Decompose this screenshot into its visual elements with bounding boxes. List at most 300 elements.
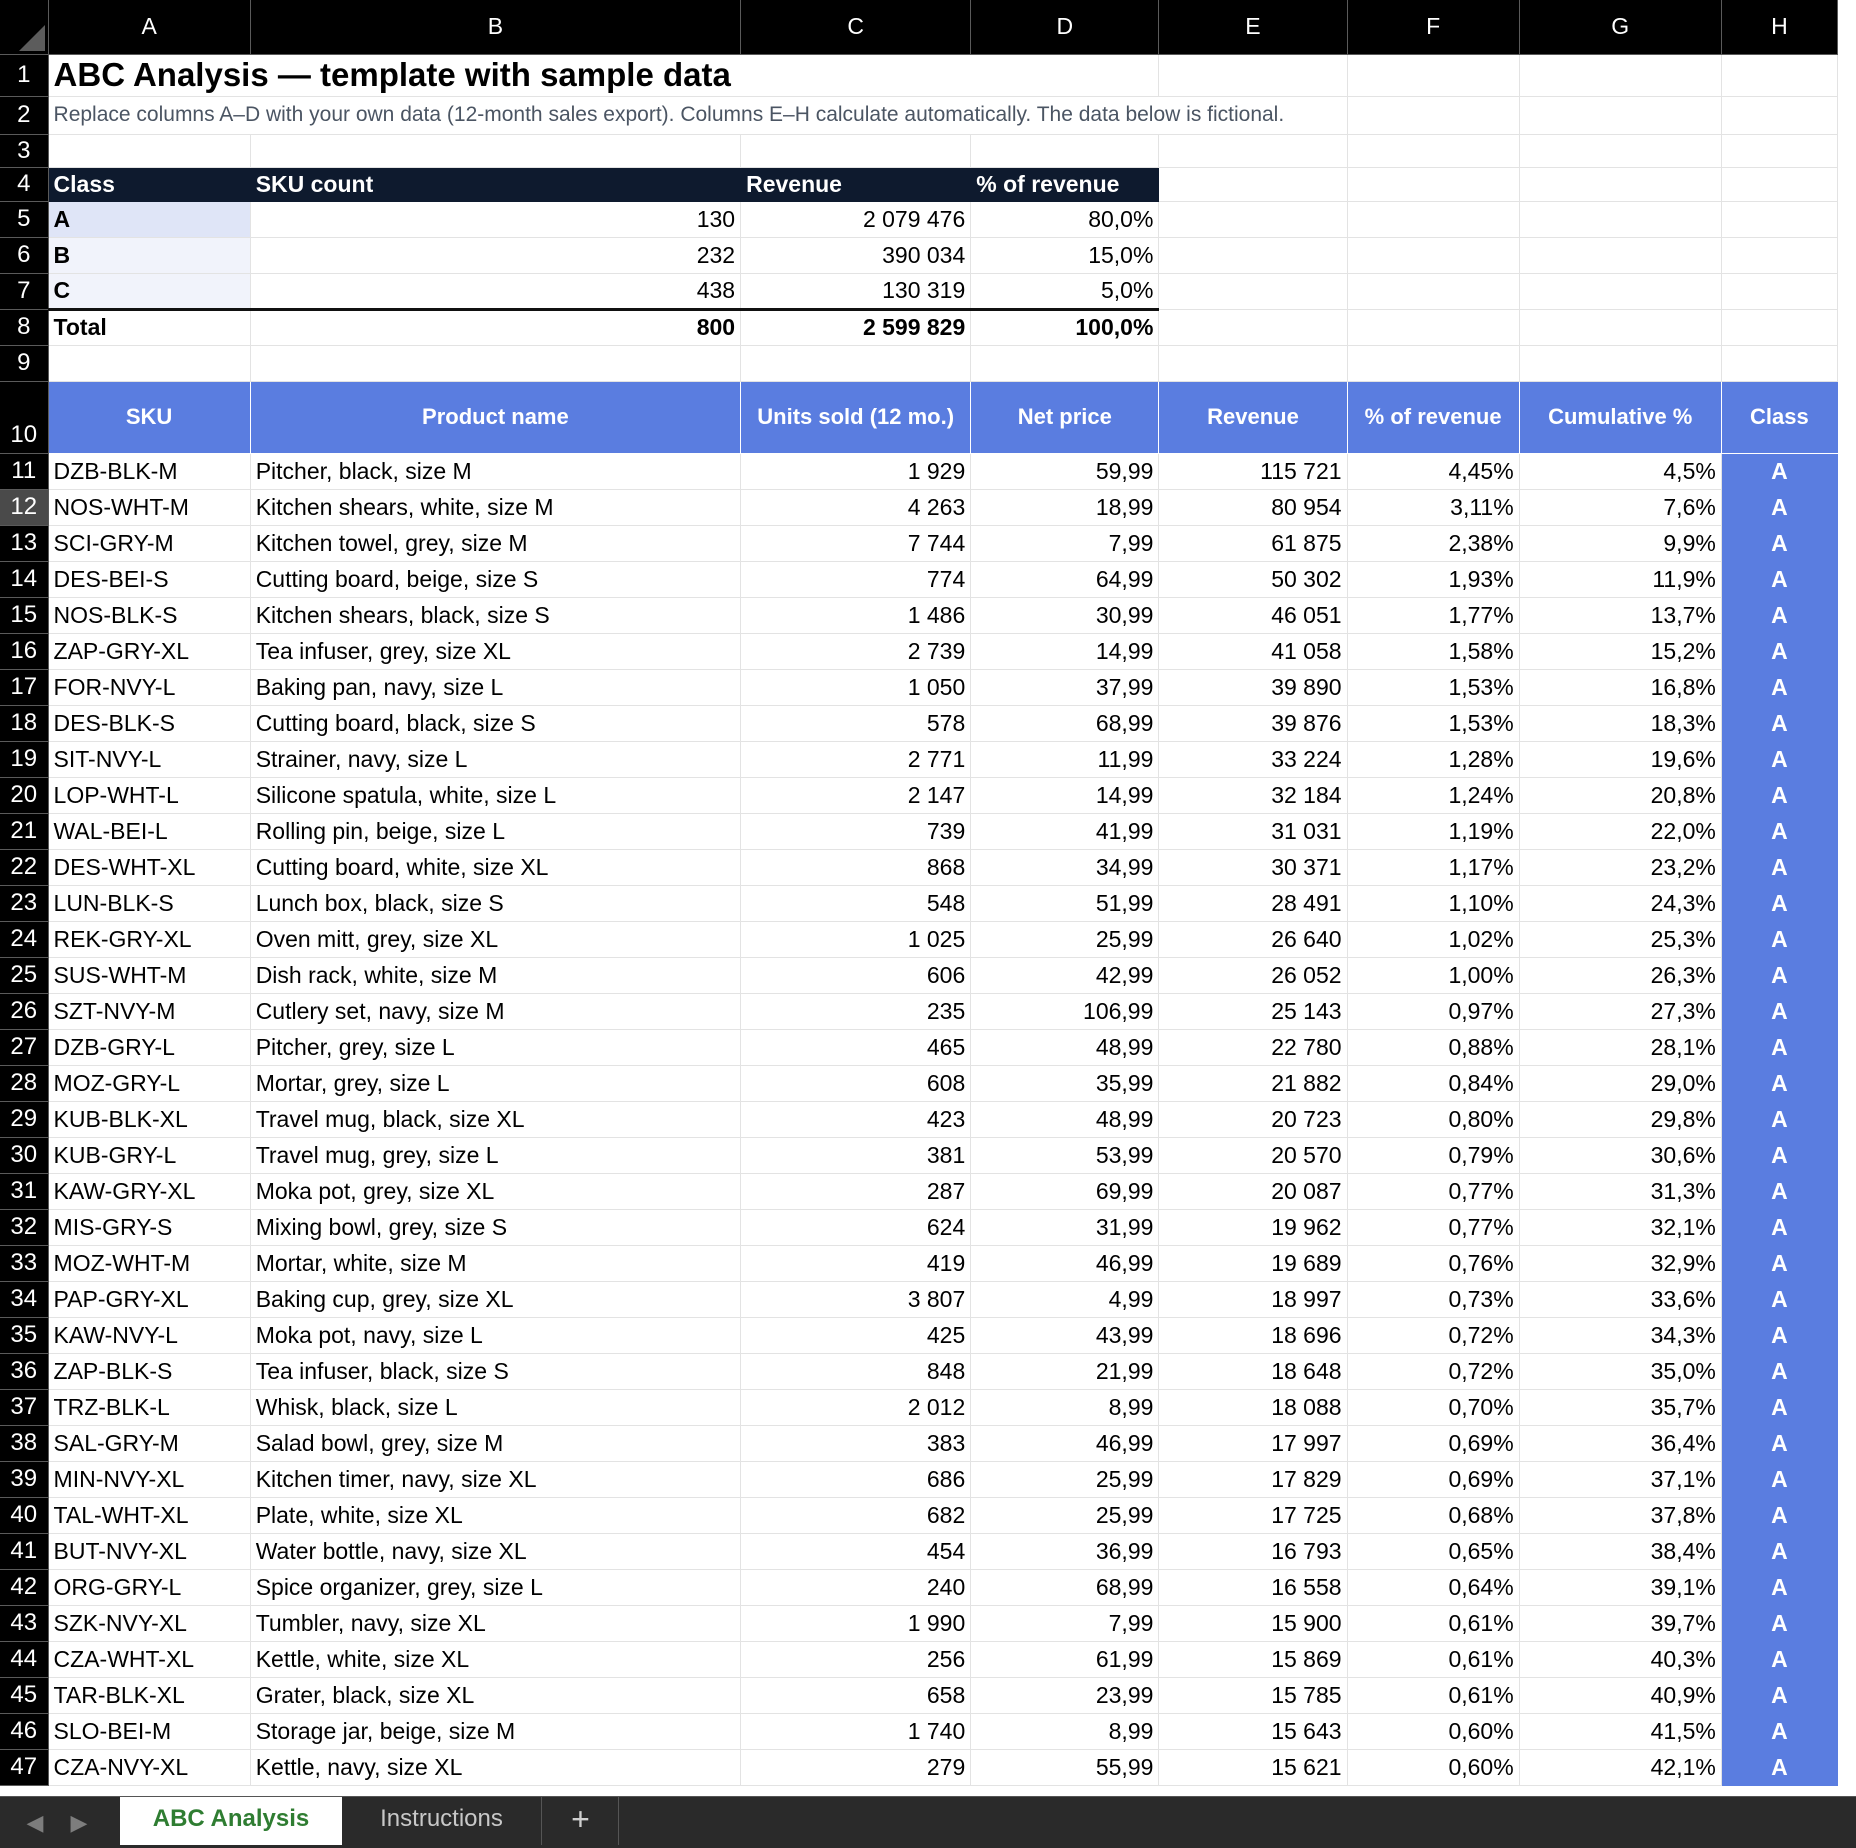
cell-product-name[interactable]: Salad bowl, grey, size M (250, 1425, 740, 1461)
cell[interactable] (1519, 54, 1721, 96)
cell[interactable] (1519, 167, 1721, 201)
cell-product-name[interactable]: Kitchen timer, navy, size XL (250, 1461, 740, 1497)
cell-class[interactable]: A (1721, 1425, 1837, 1461)
cell-revenue[interactable]: 28 491 (1159, 885, 1347, 921)
cell-sku[interactable]: NOS-WHT-M (48, 489, 250, 525)
cell-revenue[interactable]: 115 721 (1159, 453, 1347, 489)
row-header[interactable]: 43 (0, 1605, 48, 1641)
cell-revenue[interactable]: 18 648 (1159, 1353, 1347, 1389)
cell-cumulative-pct[interactable]: 15,2% (1519, 633, 1721, 669)
summary-pct-a[interactable]: 80,0% (971, 201, 1159, 237)
cell-net-price[interactable]: 61,99 (971, 1641, 1159, 1677)
cell-class[interactable]: A (1721, 597, 1837, 633)
cell-product-name[interactable]: Kettle, white, size XL (250, 1641, 740, 1677)
cell[interactable] (1519, 345, 1721, 381)
row-header[interactable]: 38 (0, 1425, 48, 1461)
row-header[interactable]: 34 (0, 1281, 48, 1317)
cell-units-sold[interactable]: 624 (741, 1209, 971, 1245)
cell-revenue[interactable]: 19 689 (1159, 1245, 1347, 1281)
cell-revenue[interactable]: 22 780 (1159, 1029, 1347, 1065)
cell-class[interactable]: A (1721, 1713, 1837, 1749)
cell-revenue[interactable]: 17 997 (1159, 1425, 1347, 1461)
cell-sku[interactable]: PAP-GRY-XL (48, 1281, 250, 1317)
cell[interactable] (741, 134, 971, 167)
cell-cumulative-pct[interactable]: 4,5% (1519, 453, 1721, 489)
cell[interactable] (1347, 273, 1519, 309)
cell-revenue[interactable]: 16 558 (1159, 1569, 1347, 1605)
cell-units-sold[interactable]: 425 (741, 1317, 971, 1353)
cell-pct-revenue[interactable]: 0,70% (1347, 1389, 1519, 1425)
cell-sku[interactable]: KAW-NVY-L (48, 1317, 250, 1353)
row-header[interactable]: 11 (0, 453, 48, 489)
cell-net-price[interactable]: 25,99 (971, 1461, 1159, 1497)
cell-cumulative-pct[interactable]: 11,9% (1519, 561, 1721, 597)
cell-net-price[interactable]: 8,99 (971, 1713, 1159, 1749)
table-header-net-price[interactable]: Net price (971, 381, 1159, 453)
cell-pct-revenue[interactable]: 0,64% (1347, 1569, 1519, 1605)
cell-revenue[interactable]: 21 882 (1159, 1065, 1347, 1101)
tab-instructions[interactable]: Instructions (342, 1797, 542, 1845)
cell-pct-revenue[interactable]: 0,73% (1347, 1281, 1519, 1317)
cell-revenue[interactable]: 33 224 (1159, 741, 1347, 777)
add-sheet-button[interactable]: + (543, 1797, 619, 1845)
cell[interactable] (1347, 345, 1519, 381)
cell-units-sold[interactable]: 578 (741, 705, 971, 741)
cell[interactable] (1721, 201, 1837, 237)
cell-class[interactable]: A (1721, 777, 1837, 813)
cell-cumulative-pct[interactable]: 9,9% (1519, 525, 1721, 561)
cell-units-sold[interactable]: 548 (741, 885, 971, 921)
cell-class[interactable]: A (1721, 1281, 1837, 1317)
row-header[interactable]: 18 (0, 705, 48, 741)
cell-product-name[interactable]: Strainer, navy, size L (250, 741, 740, 777)
cell[interactable] (1347, 309, 1519, 345)
cell-pct-revenue[interactable]: 0,97% (1347, 993, 1519, 1029)
cell-cumulative-pct[interactable]: 18,3% (1519, 705, 1721, 741)
cell-net-price[interactable]: 64,99 (971, 561, 1159, 597)
cell-net-price[interactable]: 48,99 (971, 1029, 1159, 1065)
cell-cumulative-pct[interactable]: 29,0% (1519, 1065, 1721, 1101)
cell-product-name[interactable]: Cutting board, beige, size S (250, 561, 740, 597)
cell-pct-revenue[interactable]: 0,79% (1347, 1137, 1519, 1173)
cell-revenue[interactable]: 18 696 (1159, 1317, 1347, 1353)
cell-net-price[interactable]: 25,99 (971, 1497, 1159, 1533)
cell-sku[interactable]: KUB-GRY-L (48, 1137, 250, 1173)
cell-pct-revenue[interactable]: 1,93% (1347, 561, 1519, 597)
column-header-h[interactable]: H (1721, 0, 1837, 54)
cell-net-price[interactable]: 68,99 (971, 1569, 1159, 1605)
cell-sku[interactable]: DZB-GRY-L (48, 1029, 250, 1065)
summary-total-label[interactable]: Total (48, 309, 250, 345)
cell-units-sold[interactable]: 848 (741, 1353, 971, 1389)
cell-class[interactable]: A (1721, 957, 1837, 993)
summary-pct-b[interactable]: 15,0% (971, 237, 1159, 273)
cell-units-sold[interactable]: 383 (741, 1425, 971, 1461)
cell-revenue[interactable]: 31 031 (1159, 813, 1347, 849)
cell-revenue[interactable]: 17 725 (1159, 1497, 1347, 1533)
cell-class[interactable]: A (1721, 453, 1837, 489)
cell-product-name[interactable]: Grater, black, size XL (250, 1677, 740, 1713)
row-header[interactable]: 44 (0, 1641, 48, 1677)
cell-pct-revenue[interactable]: 0,60% (1347, 1749, 1519, 1785)
table-header-sku[interactable]: SKU (48, 381, 250, 453)
row-header[interactable]: 16 (0, 633, 48, 669)
cell-units-sold[interactable]: 1 990 (741, 1605, 971, 1641)
cell-sku[interactable]: TRZ-BLK-L (48, 1389, 250, 1425)
cell[interactable] (741, 345, 971, 381)
cell-net-price[interactable]: 14,99 (971, 633, 1159, 669)
cell[interactable] (1347, 96, 1519, 134)
cell-net-price[interactable]: 51,99 (971, 885, 1159, 921)
cell[interactable] (1159, 273, 1347, 309)
cell-pct-revenue[interactable]: 1,10% (1347, 885, 1519, 921)
cell-units-sold[interactable]: 739 (741, 813, 971, 849)
cell[interactable] (1721, 345, 1837, 381)
summary-count-a[interactable]: 130 (250, 201, 740, 237)
cell-net-price[interactable]: 48,99 (971, 1101, 1159, 1137)
cell-net-price[interactable]: 4,99 (971, 1281, 1159, 1317)
cell-pct-revenue[interactable]: 0,77% (1347, 1209, 1519, 1245)
cell-revenue[interactable]: 15 785 (1159, 1677, 1347, 1713)
cell-class[interactable]: A (1721, 561, 1837, 597)
cell-product-name[interactable]: Storage jar, beige, size M (250, 1713, 740, 1749)
cell-sku[interactable]: LOP-WHT-L (48, 777, 250, 813)
cell[interactable] (1721, 167, 1837, 201)
cell[interactable] (1159, 201, 1347, 237)
cell-product-name[interactable]: Lunch box, black, size S (250, 885, 740, 921)
cell[interactable] (1159, 134, 1347, 167)
cell-units-sold[interactable]: 2 147 (741, 777, 971, 813)
cell-class[interactable]: A (1721, 1497, 1837, 1533)
summary-class-a[interactable]: A (48, 201, 250, 237)
cell-sku[interactable]: SZT-NVY-M (48, 993, 250, 1029)
cell-units-sold[interactable]: 419 (741, 1245, 971, 1281)
cell-revenue[interactable]: 15 643 (1159, 1713, 1347, 1749)
cell-sku[interactable]: SCI-GRY-M (48, 525, 250, 561)
cell-class[interactable]: A (1721, 1065, 1837, 1101)
cell-pct-revenue[interactable]: 1,58% (1347, 633, 1519, 669)
cell-product-name[interactable]: Spice organizer, grey, size L (250, 1569, 740, 1605)
row-header[interactable]: 20 (0, 777, 48, 813)
cell-net-price[interactable]: 14,99 (971, 777, 1159, 813)
cell-class[interactable]: A (1721, 885, 1837, 921)
cell-sku[interactable]: WAL-BEI-L (48, 813, 250, 849)
cell[interactable] (1159, 54, 1347, 96)
cell-units-sold[interactable]: 1 050 (741, 669, 971, 705)
cell-pct-revenue[interactable]: 0,76% (1347, 1245, 1519, 1281)
cell-net-price[interactable]: 35,99 (971, 1065, 1159, 1101)
cell-product-name[interactable]: Mixing bowl, grey, size S (250, 1209, 740, 1245)
cell-product-name[interactable]: Mortar, grey, size L (250, 1065, 740, 1101)
cell-net-price[interactable]: 55,99 (971, 1749, 1159, 1785)
cell[interactable] (1347, 237, 1519, 273)
cell-net-price[interactable]: 23,99 (971, 1677, 1159, 1713)
row-header[interactable]: 15 (0, 597, 48, 633)
cell[interactable] (48, 134, 250, 167)
row-header[interactable]: 29 (0, 1101, 48, 1137)
summary-class-c[interactable]: C (48, 273, 250, 309)
cell-pct-revenue[interactable]: 0,68% (1347, 1497, 1519, 1533)
cell-pct-revenue[interactable]: 0,77% (1347, 1173, 1519, 1209)
cell-class[interactable]: A (1721, 1137, 1837, 1173)
cell-class[interactable]: A (1721, 849, 1837, 885)
cell-revenue[interactable]: 41 058 (1159, 633, 1347, 669)
row-header[interactable]: 47 (0, 1749, 48, 1785)
cell-revenue[interactable]: 18 997 (1159, 1281, 1347, 1317)
select-all-corner[interactable] (0, 0, 48, 54)
cell-product-name[interactable]: Water bottle, navy, size XL (250, 1533, 740, 1569)
cell-revenue[interactable]: 19 962 (1159, 1209, 1347, 1245)
cell[interactable] (1347, 167, 1519, 201)
cell-class[interactable]: A (1721, 1677, 1837, 1713)
cell-sku[interactable]: CZA-NVY-XL (48, 1749, 250, 1785)
row-header[interactable]: 17 (0, 669, 48, 705)
chevron-left-icon[interactable]: ◀ (26, 1810, 44, 1835)
cell-sku[interactable]: BUT-NVY-XL (48, 1533, 250, 1569)
cell-product-name[interactable]: Kitchen towel, grey, size M (250, 525, 740, 561)
row-header[interactable]: 24 (0, 921, 48, 957)
cell-product-name[interactable]: Baking cup, grey, size XL (250, 1281, 740, 1317)
sheet-subtitle[interactable]: Replace columns A–D with your own data (12-month sales export). Columns E–H calculate automatically. The data below is fictional. (48, 96, 1347, 134)
cell-units-sold[interactable]: 256 (741, 1641, 971, 1677)
cell-sku[interactable]: DES-BEI-S (48, 561, 250, 597)
cell-cumulative-pct[interactable]: 37,1% (1519, 1461, 1721, 1497)
cell[interactable] (250, 345, 740, 381)
cell-sku[interactable]: SUS-WHT-M (48, 957, 250, 993)
cell-sku[interactable]: MOZ-WHT-M (48, 1245, 250, 1281)
cell-net-price[interactable]: 68,99 (971, 705, 1159, 741)
summary-header-revenue[interactable]: Revenue (741, 167, 971, 201)
cell-sku[interactable]: CZA-WHT-XL (48, 1641, 250, 1677)
cell-cumulative-pct[interactable]: 29,8% (1519, 1101, 1721, 1137)
column-header-c[interactable]: C (741, 0, 971, 54)
cell[interactable] (48, 345, 250, 381)
cell-cumulative-pct[interactable]: 39,7% (1519, 1605, 1721, 1641)
cell-sku[interactable]: MIN-NVY-XL (48, 1461, 250, 1497)
cell[interactable] (1347, 201, 1519, 237)
cell-cumulative-pct[interactable]: 19,6% (1519, 741, 1721, 777)
cell-units-sold[interactable]: 608 (741, 1065, 971, 1101)
cell[interactable] (1519, 134, 1721, 167)
cell-units-sold[interactable]: 658 (741, 1677, 971, 1713)
cell-sku[interactable]: SZK-NVY-XL (48, 1605, 250, 1641)
cell-class[interactable]: A (1721, 1389, 1837, 1425)
cell-pct-revenue[interactable]: 0,80% (1347, 1101, 1519, 1137)
cell-class[interactable]: A (1721, 1641, 1837, 1677)
row-header[interactable]: 10 (0, 381, 48, 453)
cell-pct-revenue[interactable]: 0,61% (1347, 1677, 1519, 1713)
summary-header-sku-count[interactable]: SKU count (250, 167, 740, 201)
cell-class[interactable]: A (1721, 1101, 1837, 1137)
cell-revenue[interactable]: 20 723 (1159, 1101, 1347, 1137)
cell-class[interactable]: A (1721, 1209, 1837, 1245)
cell-units-sold[interactable]: 240 (741, 1569, 971, 1605)
cell-net-price[interactable]: 21,99 (971, 1353, 1159, 1389)
cell-cumulative-pct[interactable]: 34,3% (1519, 1317, 1721, 1353)
cell-pct-revenue[interactable]: 2,38% (1347, 525, 1519, 561)
cell-units-sold[interactable]: 423 (741, 1101, 971, 1137)
cell-net-price[interactable]: 43,99 (971, 1317, 1159, 1353)
cell-product-name[interactable]: Travel mug, black, size XL (250, 1101, 740, 1137)
cell-product-name[interactable]: Cutting board, white, size XL (250, 849, 740, 885)
row-header[interactable]: 19 (0, 741, 48, 777)
cell-units-sold[interactable]: 686 (741, 1461, 971, 1497)
row-header[interactable]: 8 (0, 309, 48, 345)
summary-revenue-b[interactable]: 390 034 (741, 237, 971, 273)
cell-units-sold[interactable]: 279 (741, 1749, 971, 1785)
cell-pct-revenue[interactable]: 1,02% (1347, 921, 1519, 957)
row-header[interactable]: 30 (0, 1137, 48, 1173)
cell-cumulative-pct[interactable]: 7,6% (1519, 489, 1721, 525)
cell-pct-revenue[interactable]: 1,77% (1347, 597, 1519, 633)
cell-units-sold[interactable]: 1 025 (741, 921, 971, 957)
row-header[interactable]: 3 (0, 134, 48, 167)
cell-cumulative-pct[interactable]: 31,3% (1519, 1173, 1721, 1209)
summary-total-revenue[interactable]: 2 599 829 (741, 309, 971, 345)
cell-sku[interactable]: MIS-GRY-S (48, 1209, 250, 1245)
cell-pct-revenue[interactable]: 1,17% (1347, 849, 1519, 885)
cell[interactable] (1721, 273, 1837, 309)
summary-count-c[interactable]: 438 (250, 273, 740, 309)
cell-sku[interactable]: DES-BLK-S (48, 705, 250, 741)
cell-revenue[interactable]: 15 621 (1159, 1749, 1347, 1785)
cell-revenue[interactable]: 17 829 (1159, 1461, 1347, 1497)
cell-sku[interactable]: KUB-BLK-XL (48, 1101, 250, 1137)
row-header[interactable]: 28 (0, 1065, 48, 1101)
column-header-g[interactable]: G (1519, 0, 1721, 54)
row-header[interactable]: 36 (0, 1353, 48, 1389)
cell[interactable] (1159, 237, 1347, 273)
cell-revenue[interactable]: 18 088 (1159, 1389, 1347, 1425)
table-header-cumulative[interactable]: Cumulative % (1519, 381, 1721, 453)
cell-class[interactable]: A (1721, 669, 1837, 705)
cell-cumulative-pct[interactable]: 25,3% (1519, 921, 1721, 957)
cell[interactable] (1721, 134, 1837, 167)
row-header[interactable]: 35 (0, 1317, 48, 1353)
cell-class[interactable]: A (1721, 525, 1837, 561)
cell-pct-revenue[interactable]: 0,61% (1347, 1605, 1519, 1641)
cell-class[interactable]: A (1721, 705, 1837, 741)
cell[interactable] (1519, 273, 1721, 309)
summary-header-class[interactable]: Class (48, 167, 250, 201)
cell-revenue[interactable]: 20 087 (1159, 1173, 1347, 1209)
row-header[interactable]: 37 (0, 1389, 48, 1425)
cell-sku[interactable]: REK-GRY-XL (48, 921, 250, 957)
cell-units-sold[interactable]: 287 (741, 1173, 971, 1209)
cell-cumulative-pct[interactable]: 22,0% (1519, 813, 1721, 849)
row-header[interactable]: 1 (0, 54, 48, 96)
cell-class[interactable]: A (1721, 1569, 1837, 1605)
column-header-e[interactable]: E (1159, 0, 1347, 54)
cell-net-price[interactable]: 42,99 (971, 957, 1159, 993)
cell-product-name[interactable]: Plate, white, size XL (250, 1497, 740, 1533)
cell-pct-revenue[interactable]: 0,61% (1347, 1641, 1519, 1677)
summary-revenue-c[interactable]: 130 319 (741, 273, 971, 309)
cell-class[interactable]: A (1721, 813, 1837, 849)
cell-sku[interactable]: MOZ-GRY-L (48, 1065, 250, 1101)
cell-cumulative-pct[interactable]: 24,3% (1519, 885, 1721, 921)
row-header[interactable]: 42 (0, 1569, 48, 1605)
cell-revenue[interactable]: 80 954 (1159, 489, 1347, 525)
cell-class[interactable]: A (1721, 993, 1837, 1029)
cell[interactable] (1519, 237, 1721, 273)
cell-revenue[interactable]: 16 793 (1159, 1533, 1347, 1569)
cell-pct-revenue[interactable]: 0,69% (1347, 1461, 1519, 1497)
cell-net-price[interactable]: 59,99 (971, 453, 1159, 489)
cell-product-name[interactable]: Moka pot, grey, size XL (250, 1173, 740, 1209)
cell-cumulative-pct[interactable]: 38,4% (1519, 1533, 1721, 1569)
cell-net-price[interactable]: 36,99 (971, 1533, 1159, 1569)
cell-units-sold[interactable]: 774 (741, 561, 971, 597)
cell-net-price[interactable]: 46,99 (971, 1425, 1159, 1461)
summary-count-b[interactable]: 232 (250, 237, 740, 273)
cell-net-price[interactable]: 7,99 (971, 525, 1159, 561)
cell-class[interactable]: A (1721, 1029, 1837, 1065)
cell-pct-revenue[interactable]: 0,84% (1347, 1065, 1519, 1101)
cell-units-sold[interactable]: 682 (741, 1497, 971, 1533)
cell-sku[interactable]: LUN-BLK-S (48, 885, 250, 921)
cell[interactable] (971, 345, 1159, 381)
cell-sku[interactable]: ZAP-GRY-XL (48, 633, 250, 669)
cell-net-price[interactable]: 46,99 (971, 1245, 1159, 1281)
cell-product-name[interactable]: Kitchen shears, black, size S (250, 597, 740, 633)
cell-product-name[interactable]: Mortar, white, size M (250, 1245, 740, 1281)
cell-class[interactable]: A (1721, 1317, 1837, 1353)
cell-product-name[interactable]: Cutting board, black, size S (250, 705, 740, 741)
cell-product-name[interactable]: Rolling pin, beige, size L (250, 813, 740, 849)
cell-units-sold[interactable]: 381 (741, 1137, 971, 1173)
tab-abc-analysis[interactable]: ABC Analysis (120, 1797, 342, 1845)
cell-net-price[interactable]: 18,99 (971, 489, 1159, 525)
cell-pct-revenue[interactable]: 4,45% (1347, 453, 1519, 489)
cell-cumulative-pct[interactable]: 37,8% (1519, 1497, 1721, 1533)
cell-cumulative-pct[interactable]: 35,0% (1519, 1353, 1721, 1389)
cell-cumulative-pct[interactable]: 36,4% (1519, 1425, 1721, 1461)
cell-pct-revenue[interactable]: 0,60% (1347, 1713, 1519, 1749)
cell-product-name[interactable]: Oven mitt, grey, size XL (250, 921, 740, 957)
cell-units-sold[interactable]: 2 739 (741, 633, 971, 669)
cell-revenue[interactable]: 26 640 (1159, 921, 1347, 957)
row-header[interactable]: 6 (0, 237, 48, 273)
cell-product-name[interactable]: Tea infuser, black, size S (250, 1353, 740, 1389)
cell[interactable] (1159, 167, 1347, 201)
cell-sku[interactable]: DES-WHT-XL (48, 849, 250, 885)
cell-cumulative-pct[interactable]: 30,6% (1519, 1137, 1721, 1173)
cell-cumulative-pct[interactable]: 27,3% (1519, 993, 1721, 1029)
table-header-revenue[interactable]: Revenue (1159, 381, 1347, 453)
row-header[interactable]: 25 (0, 957, 48, 993)
cell-product-name[interactable]: Kettle, navy, size XL (250, 1749, 740, 1785)
cell-sku[interactable]: ZAP-BLK-S (48, 1353, 250, 1389)
cell-pct-revenue[interactable]: 1,53% (1347, 669, 1519, 705)
cell-class[interactable]: A (1721, 489, 1837, 525)
row-header[interactable]: 33 (0, 1245, 48, 1281)
cell[interactable] (1519, 201, 1721, 237)
summary-pct-c[interactable]: 5,0% (971, 273, 1159, 309)
column-header-a[interactable]: A (48, 0, 250, 54)
cell[interactable] (1159, 345, 1347, 381)
row-header[interactable]: 2 (0, 96, 48, 134)
row-header[interactable]: 31 (0, 1173, 48, 1209)
cell-units-sold[interactable]: 1 929 (741, 453, 971, 489)
cell-net-price[interactable]: 30,99 (971, 597, 1159, 633)
cell-product-name[interactable]: Cutlery set, navy, size M (250, 993, 740, 1029)
cell-product-name[interactable]: Moka pot, navy, size L (250, 1317, 740, 1353)
cell-units-sold[interactable]: 3 807 (741, 1281, 971, 1317)
cell[interactable] (1159, 309, 1347, 345)
cell-class[interactable]: A (1721, 1353, 1837, 1389)
cell-pct-revenue[interactable]: 1,00% (1347, 957, 1519, 993)
